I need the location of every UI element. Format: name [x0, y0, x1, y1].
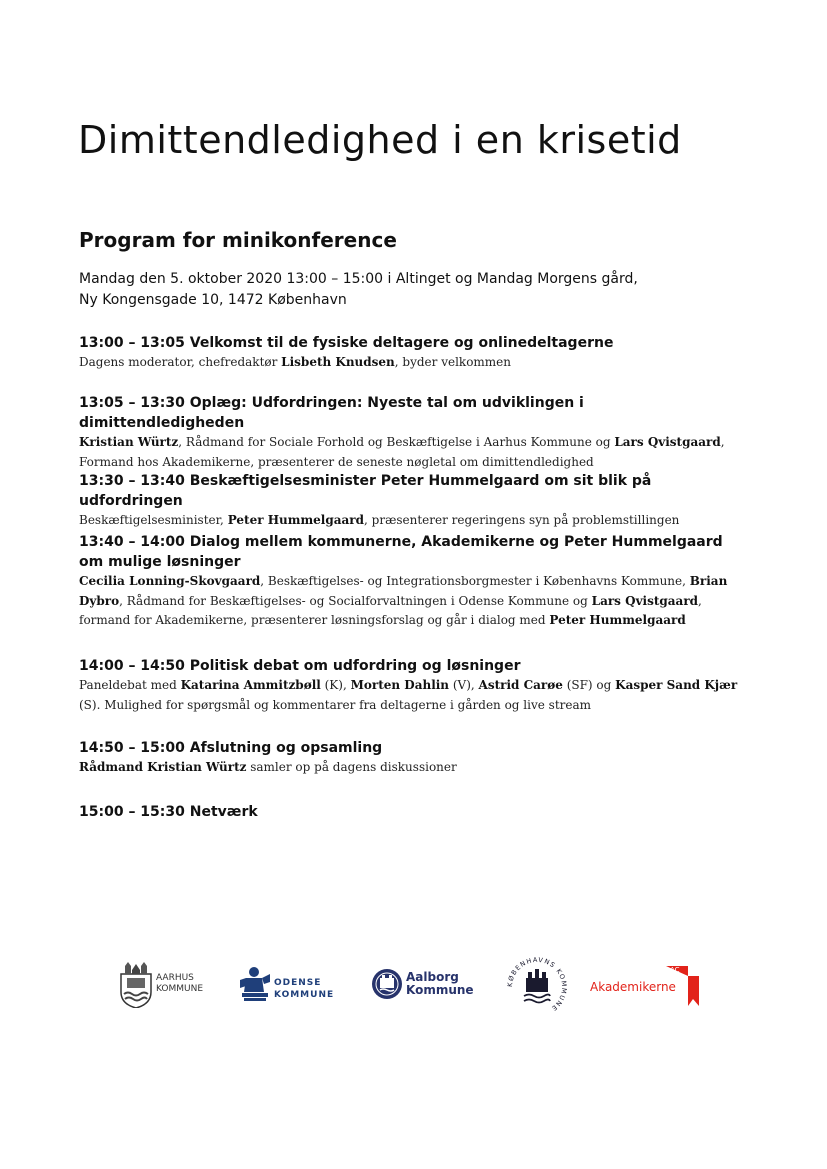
akademikerne-badge-text: AC — [670, 966, 680, 974]
aalborg-logo-line2: Kommune — [406, 983, 474, 997]
akademikerne-badge — [666, 966, 699, 1006]
program-item-description: Rådmand Kristian Würtz samler op på dagens diskussioner — [79, 760, 457, 774]
person-name: Lisbeth Knudsen — [281, 355, 395, 369]
odense-figure-icon — [240, 966, 270, 1002]
aalborg-kommune-logo — [371, 968, 474, 1000]
program-item-heading: 14:50 – 15:00 Afslutning og opsamling — [79, 740, 383, 756]
person-name: Astrid Carøe — [478, 678, 563, 692]
program-item — [79, 802, 749, 822]
program-item-heading: 14:00 – 14:50 Politisk debat om udfordring og løsninger — [79, 658, 521, 674]
aalborg-logo-line1: Aalborg — [406, 970, 459, 984]
program-item — [79, 532, 749, 631]
person-name: Brian Dybro — [79, 574, 728, 608]
program-item-heading: 13:30 – 13:40 Beskæftigelsesminister Peter Hummelgaard om sit blik på udfordringen — [79, 473, 652, 509]
program-item-heading: 13:05 – 13:30 Oplæg: Udfordringen: Nyeste tal om udviklingen i dimittendledigheden — [79, 395, 584, 431]
partner-logos — [0, 950, 827, 1030]
page-title: Dimittendledighed i en krisetid — [78, 118, 682, 162]
person-name: Rådmand Kristian Würtz — [79, 760, 247, 774]
program-item-description: Cecilia Lonning-Skovgaard, Beskæftigelses- og Integrationsborgmester i Københavns Kommune, Brian Dybro, Rådmand for Beskæftigelses- og Socialforvaltningen i Odense Kommune og Lars Qvistgaard, formand for Akademikerne, præsenterer løsningsforslag og går i dialog med Peter Hummelgaard — [79, 574, 728, 627]
program-item-description: Paneldebat med Katarina Ammitzbøll (K), Morten Dahlin (V), Astrid Carøe (SF) og Kasper Sand Kjær (S). Mulighed for spørgsmål og kommentarer fra deltagerne i gården og live stream — [79, 678, 738, 712]
odense-kommune-logo — [240, 966, 335, 1002]
program-item-description: Beskæftigelsesminister, Peter Hummelgaard, præsenterer regeringens syn på problemstillingen — [79, 513, 680, 527]
odense-logo-line2: KOMMUNE — [274, 990, 335, 1000]
program-item — [79, 738, 749, 778]
program-subtitle: Program for minikonference — [79, 228, 397, 252]
koebenhavn-seal-icon — [504, 954, 570, 1020]
program-item — [79, 393, 749, 472]
person-name: Morten Dahlin — [350, 678, 450, 692]
aarhus-kommune-logo — [119, 962, 204, 1008]
event-date-line: Mandag den 5. oktober 2020 13:00 – 15:00 i Altinget og Mandag Morgens gård, — [79, 271, 638, 287]
person-name: Lars Qvistgaard — [614, 435, 721, 449]
aalborg-seal-icon — [371, 968, 403, 1000]
koebenhavns-kommune-logo — [504, 954, 570, 1020]
aarhus-logo-line1: AARHUS — [156, 973, 194, 983]
akademikerne-logo-text: Akademikerne — [590, 980, 676, 994]
person-name: Cecilia Lonning-Skovgaard — [79, 574, 261, 588]
person-name: Lars Qvistgaard — [591, 593, 699, 608]
program-item-heading: 13:00 – 13:05 Velkomst til de fysiske deltagere og onlinedeltagerne — [79, 335, 614, 351]
program-item-heading: 13:40 – 14:00 Dialog mellem kommunerne, Akademikerne og Peter Hummelgaard om mulige løsninger — [79, 534, 723, 570]
program-item-description: Kristian Würtz, Rådmand for Sociale Forhold og Beskæftigelse i Aarhus Kommune og Lars Qvistgaard, Formand hos Akademikerne, præsenterer de seneste nøgletal om dimittendledighed — [79, 435, 725, 469]
koebenhavn-ring-text: KØBENHAVNS KOMMUNE — [505, 955, 569, 1013]
program-item — [79, 333, 749, 373]
program-item — [79, 471, 749, 531]
person-name: Peter Hummelgaard — [227, 513, 365, 527]
person-name: Kasper Sand Kjær — [615, 678, 738, 692]
person-name: Katarina Ammitzbøll — [180, 678, 321, 692]
aarhus-crest-icon — [119, 962, 153, 1008]
program-item-heading: 15:00 – 15:30 Netværk — [79, 804, 258, 820]
event-details — [79, 269, 779, 311]
event-address-line: Ny Kongensgade 10, 1472 København — [79, 292, 347, 308]
aarhus-logo-line2: KOMMUNE — [156, 984, 204, 994]
person-name: Peter Hummelgaard — [549, 613, 686, 627]
person-name: Kristian Würtz — [79, 435, 179, 449]
program-item — [79, 656, 749, 715]
odense-logo-line1: ODENSE — [274, 978, 322, 988]
program-item-description: Dagens moderator, chefredaktør Lisbeth Knudsen, byder velkommen — [79, 355, 512, 369]
